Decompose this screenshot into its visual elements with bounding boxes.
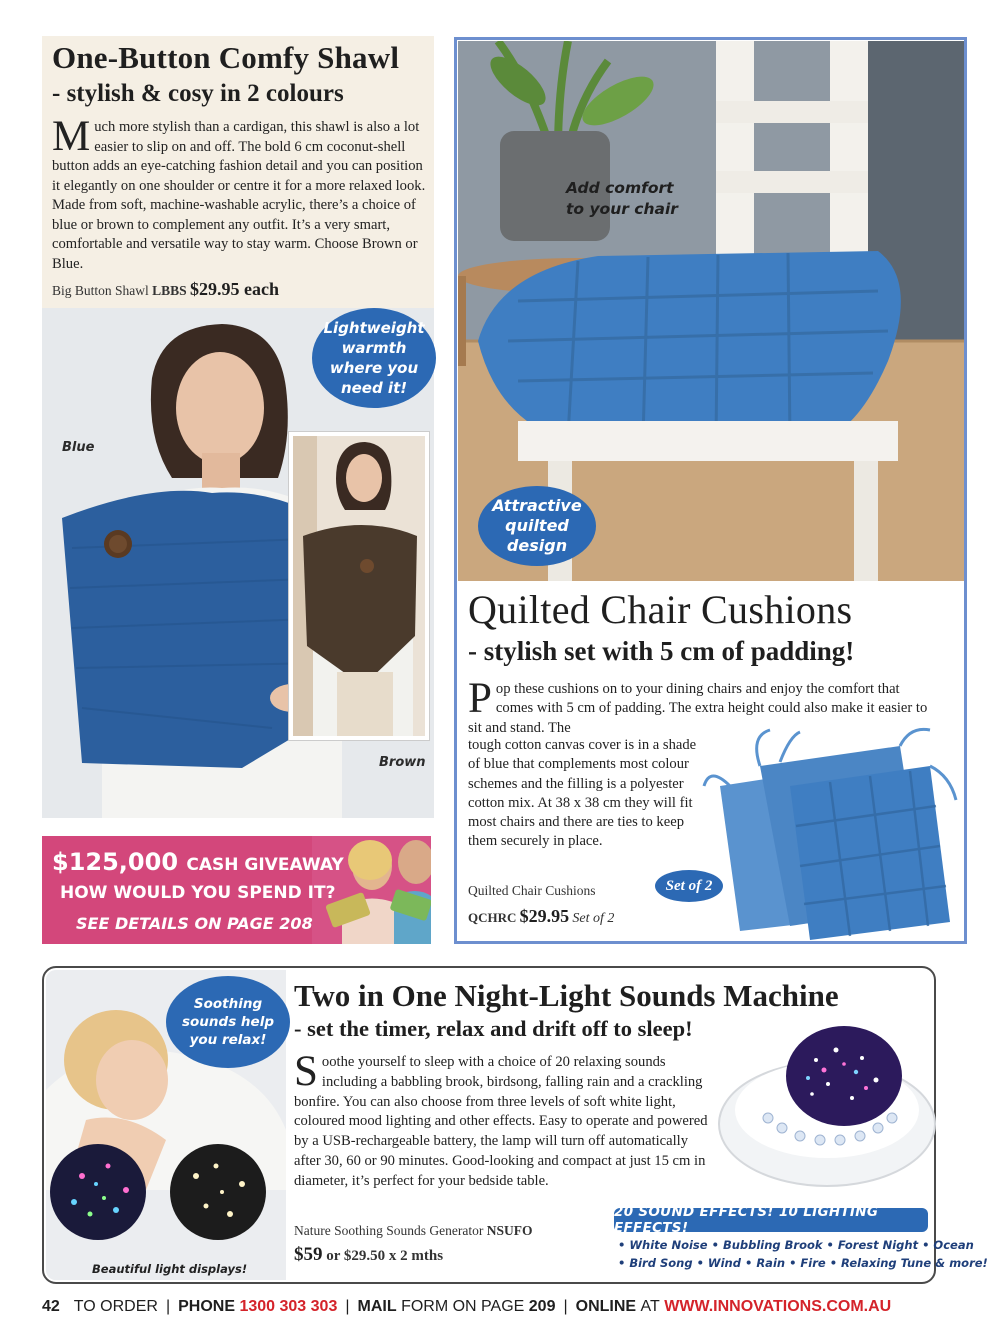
nightlight-title: Two in One Night-Light Sounds Machine (294, 978, 839, 1013)
effects-list-line-1: • White Noise • Bubbling Brook • Forest Night • Ocean (618, 1238, 974, 1252)
mail-label: MAIL (357, 1298, 397, 1315)
mail-text: FORM ON PAGE (401, 1298, 525, 1315)
giveaway-amount: $125,000 (52, 848, 179, 876)
nightlight-price-alt: or $29.50 x 2 mths (326, 1248, 444, 1264)
stacked-cushions-image (700, 726, 958, 946)
quilted-bubble: Attractive quilted design (478, 486, 596, 566)
footer-separator: | (563, 1298, 568, 1315)
nightlight-order-line (294, 1223, 532, 1239)
chair-order-line (468, 906, 614, 927)
nightlight-device-image (716, 1014, 938, 1194)
shawl-price: $29.95 each (190, 279, 280, 299)
chair-price: $29.95 (519, 906, 570, 926)
cushions-photo (700, 726, 958, 946)
chair-title: Quilted Chair Cushions (468, 587, 853, 632)
online-at: AT (640, 1298, 660, 1315)
chair-callout: Add comfort to your chair (566, 179, 678, 218)
shawl-subtitle: - stylish & cosy in 2 colours (52, 80, 344, 107)
website-link[interactable]: WWW.INNOVATIONS.COM.AU (664, 1298, 892, 1315)
footer-separator: | (165, 1298, 171, 1315)
chair-body-top-text: op these cushions on to your dining chairs and enjoy the comfort that comes with 5 cm of padding. The extra height could also make it easier to sit and stand. The (468, 681, 928, 736)
giveaway-line1: CASH GIVEAWAY (186, 855, 344, 875)
label-brown: Brown (379, 755, 426, 770)
warmth-bubble: Lightweight warmth where you need it! (312, 308, 436, 408)
phone-label: PHONE (178, 1298, 236, 1315)
chair-price-suffix: Set of 2 (572, 911, 615, 926)
order-footer (42, 1298, 891, 1316)
shawl-brown-photo (289, 432, 429, 740)
online-label: ONLINE (575, 1298, 637, 1315)
nightlight-description (294, 1048, 710, 1192)
chair-product-name: Quilted Chair Cushions (468, 883, 596, 898)
shawl-description (52, 113, 428, 274)
shawl-dropcap: M (52, 113, 91, 160)
giveaway-question: HOW WOULD YOU SPEND IT? (60, 883, 336, 903)
giveaway-details-link[interactable]: SEE DETAILS ON PAGE 208 (76, 914, 313, 933)
chair-subtitle: - stylish set with 5 cm of padding! (468, 636, 855, 666)
set-of-2-bubble: Set of 2 (655, 870, 723, 902)
page-number: 42 (42, 1298, 60, 1315)
shawl-order-line (52, 279, 279, 300)
label-blue: Blue (62, 440, 95, 455)
mail-page: 209 (528, 1298, 556, 1315)
shawl-product-code: LBBS (152, 283, 187, 298)
shawl-product-name: Big Button Shawl (52, 283, 149, 298)
effects-list-line-2: • Bird Song • Wind • Rain • Fire • Relaxing Tune & more! (618, 1256, 988, 1270)
nightlight-product-code: NSUFO (486, 1223, 533, 1238)
light-display-caption: Beautiful light displays! (92, 1262, 248, 1276)
brown-shawl-model-image (293, 436, 425, 736)
nightlight-body-text: oothe yourself to sleep with a choice of 20 relaxing sounds including a babbling brook, birdsong, falling rain and a crackling bonfire. You can also choose from three levels of soft white light, coloured mood lighting and other effects. Easy to operate and powered by a USB-rechargeable battery, the lamp will turn off automatically after 30, 60 or 90 minutes. Good-looking and compact at just 15 cm in diameter, it’s perfect for your bedside table. (294, 1054, 708, 1189)
phone-number-link[interactable]: 1300 303 303 (239, 1298, 338, 1315)
nightlight-subtitle: - set the timer, relax and drift off to sleep! (294, 1016, 693, 1041)
nightlight-price-line (294, 1244, 443, 1266)
soothing-bubble: Soothing sounds help you relax! (166, 976, 290, 1068)
nightlight-price: $59 (294, 1244, 323, 1265)
nightlight-product-name: Nature Soothing Sounds Generator (294, 1223, 484, 1238)
chair-dropcap: P (468, 675, 492, 722)
giveaway-headline (52, 848, 344, 876)
chair-description-left: tough cotton canvas cover is in a shade of blue that complements most colour schemes and the filling is a polyester cotton mix. At 38 x 38 cm they will fit most chairs and there are ties to keep them securely in place. (468, 737, 697, 850)
shawl-title: One-Button Comfy Shawl (52, 40, 400, 75)
nightlight-device-photo (716, 1014, 938, 1194)
chair-product-code: QCHRC (468, 910, 517, 925)
nightlight-dropcap: S (294, 1048, 318, 1095)
footer-separator: | (345, 1298, 350, 1315)
effects-title: 20 SOUND EFFECTS! 10 LIGHTING EFFECTS! (614, 1208, 928, 1232)
to-order-label: TO ORDER (73, 1298, 158, 1315)
shawl-body-text: uch more stylish than a cardigan, this shawl is also a lot easier to slip on and off. The bold 6 cm coconut-shell button adds an eye-catching fashion detail and you can position it elegantly on one shoulder or centre it for a more relaxed look. Made from soft, machine-washable acrylic, there’s a choice of blue or brown to complement any outfit. It’s a very smart, comfortable and versatile way to stay warm. Choose Brown or Blue. (52, 119, 426, 272)
